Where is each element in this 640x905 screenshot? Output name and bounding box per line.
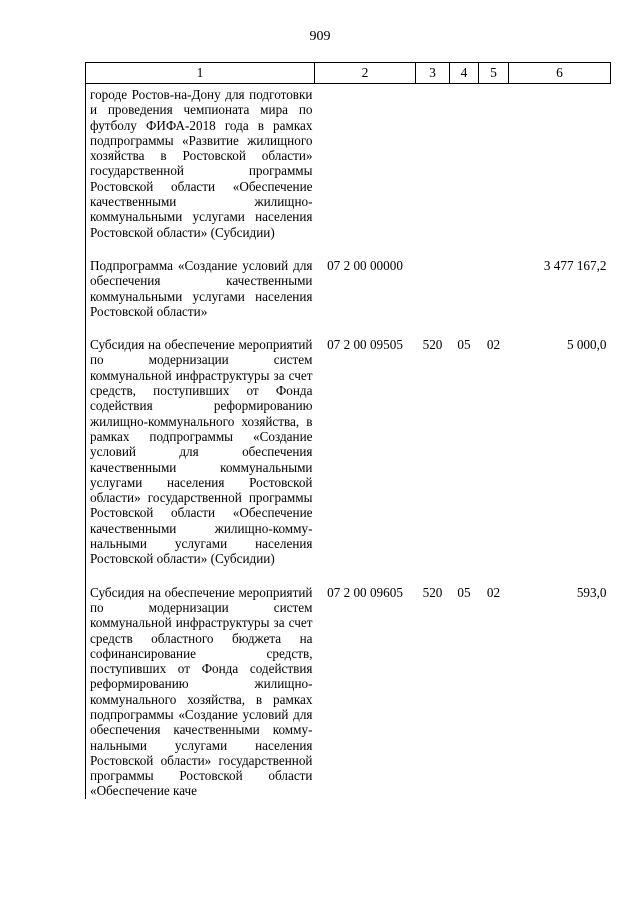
column-header-3: 3 <box>416 63 450 84</box>
row-description: Подпрограмма «Создание условий для обеспечения качественными коммунальными услугами населения Ростовской области» <box>86 255 315 319</box>
row-col4: 05 <box>457 584 471 600</box>
row-col3: 520 <box>422 337 443 353</box>
row-spacer <box>86 240 315 255</box>
row-spacer <box>86 567 315 582</box>
row-col3 <box>416 255 450 319</box>
row-code: 07 2 00 00000 <box>327 257 403 273</box>
row-col5 <box>479 255 509 319</box>
column-header-4: 4 <box>450 63 479 84</box>
column-header-1: 1 <box>86 63 315 84</box>
row-col4 <box>450 84 479 240</box>
row-amount: 3 477 167,2 <box>543 257 607 273</box>
row-col3: 520 <box>422 584 443 600</box>
table-row <box>86 255 611 319</box>
row-col5 <box>479 84 509 240</box>
table-header <box>86 63 611 84</box>
row-code <box>315 84 416 240</box>
row-amount: 5 000,0 <box>566 337 607 353</box>
row-col3 <box>416 84 450 240</box>
table-row <box>86 582 611 799</box>
row-description: Субсидия на обеспечение мероприятий по модернизации систем коммунальной инфраструктуры за счет средств, поступивших от Фонда содействия реформированию жилищно-коммунального хозяйства, в рамках подпрограммы «Создание условий для обеспечения качественными коммунальными услугами населения Ростовской области» государственной программы Ростовской области «Обеспечение качественными жилищно-коммунальными услугами населения Ростовской области» (Субсидии) <box>86 334 315 566</box>
budget-table <box>85 62 611 799</box>
column-header-5: 5 <box>479 63 509 84</box>
table-row <box>86 84 611 240</box>
row-description: городе Ростов-на-Дону для подготовки и проведения чемпионата мира по футболу ФИФА-2018 года в рамках подпрограммы «Развитие жилищного хозяйства в Ростовской области» государственной программы Ростовской области «Обеспечение качественными жилищно-коммунальными услугами населения Ростовской области» (Субсидии) <box>86 84 315 240</box>
row-amount: 593,0 <box>576 584 607 600</box>
row-col4: 05 <box>457 337 471 353</box>
row-amount <box>509 84 611 240</box>
column-header-6: 6 <box>509 63 611 84</box>
row-col5: 02 <box>486 584 501 600</box>
table-row <box>86 334 611 566</box>
row-code: 07 2 00 09605 <box>327 584 403 600</box>
row-description: Субсидия на обеспечение мероприятий по модернизации систем коммунальной инфраструктуры за счет средств областного бюджета на софинансирование средств, поступивших от Фонда содействия реформированию жилищно-коммунального хозяйства, в рамках подпрограммы «Создание условий для обеспечения качественными коммунальными услугами населения Ростовской области» государственной программы Ростовской области «Обеспечение каче <box>86 582 315 799</box>
page-number: 909 <box>309 29 331 44</box>
column-header-2: 2 <box>315 63 416 84</box>
row-code: 07 2 00 09505 <box>327 337 403 353</box>
row-spacer <box>86 319 315 334</box>
row-col5: 02 <box>486 337 501 353</box>
row-col4 <box>450 255 479 319</box>
